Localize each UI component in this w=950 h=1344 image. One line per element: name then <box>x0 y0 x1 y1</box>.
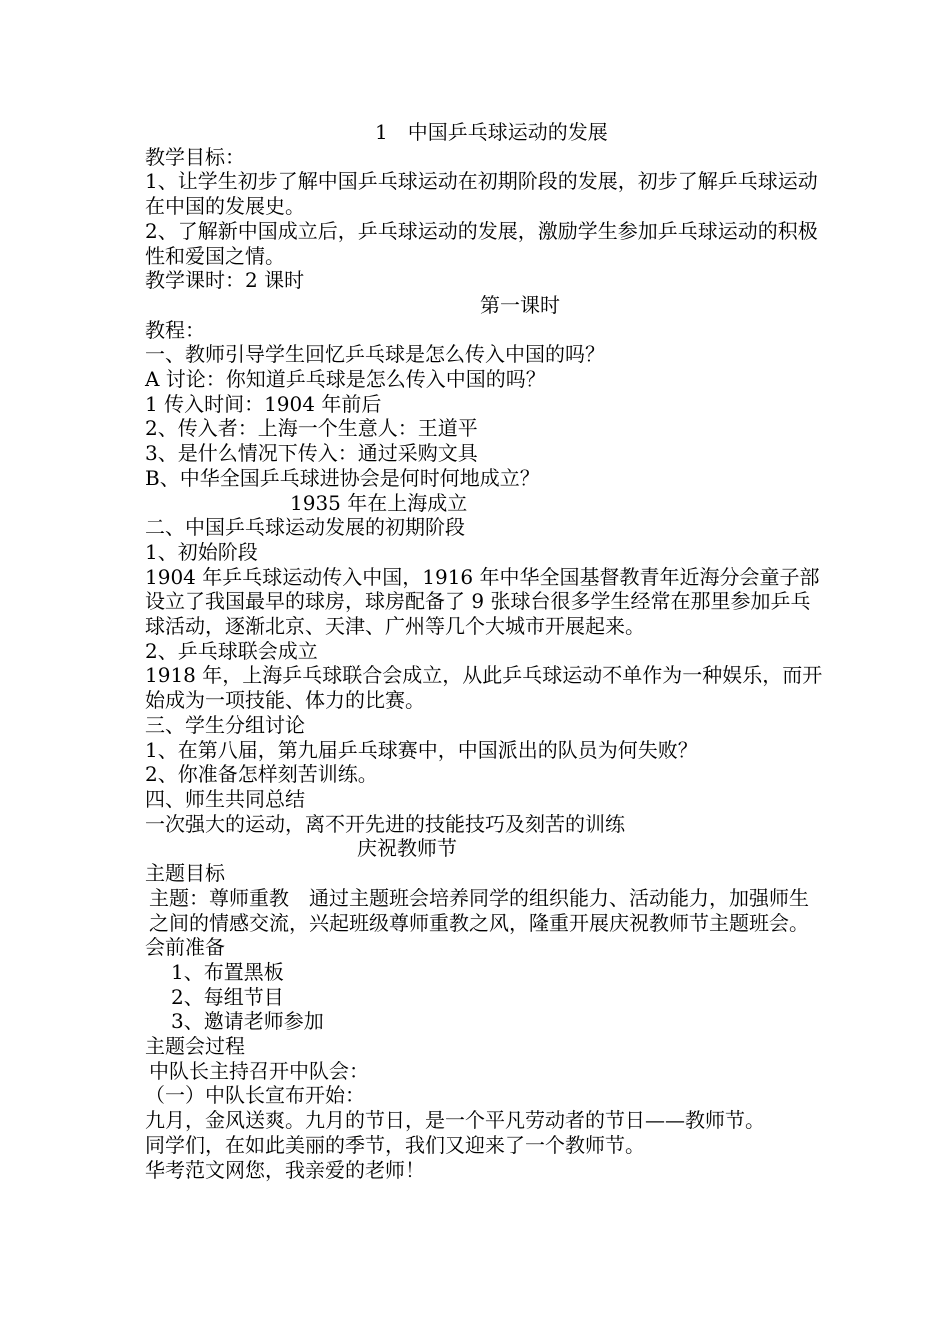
section-2-heading: 二、中国乒乓球运动发展的初期阶段 <box>145 515 465 540</box>
discussion-a-item-1: 1 传入时间：1904 年前后 <box>145 391 382 416</box>
goal-heading: 教学目标： <box>145 144 245 169</box>
stage-2-text: 1918 年，上海乒乓球联合会成立，从此乒乓球运动不单作为一种娱乐，而开始成为一项技能、体力的比赛。 <box>145 663 823 713</box>
host-line: 中队长主持召开中队会： <box>149 1058 369 1083</box>
discussion-item-1: 1、在第八届，第九届乒乓球赛中，中国派出的队员为何失败？ <box>145 737 698 762</box>
step-1: （一）中队长宣布开始： <box>145 1083 365 1108</box>
goal-item-2: 2、了解新中国成立后，乒乓球运动的发展，激励学生参加乒乓球运动的积极性和爱国之情。 <box>145 218 818 268</box>
section-1-heading: 一、教师引导学生回忆乒乓球是怎么传入中国的吗？ <box>145 342 605 367</box>
discussion-item-2: 2、你准备怎样刻苦训练。 <box>145 762 378 787</box>
prep-item: 1、布置黑板 <box>171 959 284 984</box>
discussion-b-answer: 1935 年在上海成立 <box>290 490 468 515</box>
discussion-a-item-3: 3、是什么情况下传入：通过采购文具 <box>145 441 478 466</box>
prep-heading: 会前准备 <box>145 935 225 960</box>
document-title: 1 中国乒乓球运动的发展 <box>375 120 608 144</box>
festival-title: 庆祝教师节 <box>357 836 457 861</box>
stage-1-heading: 1、初始阶段 <box>145 539 258 564</box>
prep-item: 2、每组节目 <box>171 984 284 1009</box>
theme-text: 主题：尊师重教 通过主题班会培养同学的组织能力、活动能力，加强师生之间的情感交流，兴起班级尊师重教之风，隆重开展庆祝教师节主题班会。 <box>149 885 809 935</box>
section-4-heading: 四、师生共同总结 <box>145 786 305 811</box>
document-page <box>145 120 825 1182</box>
stage-2-heading: 2、乒乓球联会成立 <box>145 638 318 663</box>
discussion-b: B、中华全国乒乓球进协会是何时何地成立？ <box>145 465 540 490</box>
summary-text: 一次强大的运动，离不开先进的技能技巧及刻苦的训练 <box>145 811 625 836</box>
section-3-heading: 三、学生分组讨论 <box>145 712 305 737</box>
stage-1-text: 1904 年乒乓球运动传入中国，1916 年中华全国基督教青年近海分会童子部设立了我国最早的球房，球房配备了 9 张球台很多学生经常在那里参加乒乓球活动，逐渐北京、天津、广州等几个大城市开展起来。 <box>145 564 820 639</box>
process-2-heading: 主题会过程 <box>145 1034 245 1059</box>
process-heading: 教程： <box>145 317 205 342</box>
discussion-a: A 讨论：你知道乒乓球是怎么传入中国的吗？ <box>145 367 546 392</box>
prep-item: 3、邀请老师参加 <box>171 1009 324 1034</box>
paragraph-2: 同学们，在如此美丽的季节，我们又迎来了一个教师节。 <box>145 1132 645 1157</box>
discussion-a-item-2: 2、传入者：上海一个生意人：王道平 <box>145 416 478 441</box>
class-hours: 教学课时：2 课时 <box>145 268 305 293</box>
paragraph-3: 华考范文网您，我亲爱的老师！ <box>145 1157 425 1182</box>
paragraph-1: 九月，金风送爽。九月的节日，是一个平凡劳动者的节日——教师节。 <box>145 1108 765 1133</box>
lesson-title: 第一课时 <box>480 292 560 317</box>
goal-item-1: 1、让学生初步了解中国乒乓球运动在初期阶段的发展，初步了解乒乓球运动在中国的发展史。 <box>145 169 818 219</box>
theme-goal-heading: 主题目标 <box>145 861 225 886</box>
